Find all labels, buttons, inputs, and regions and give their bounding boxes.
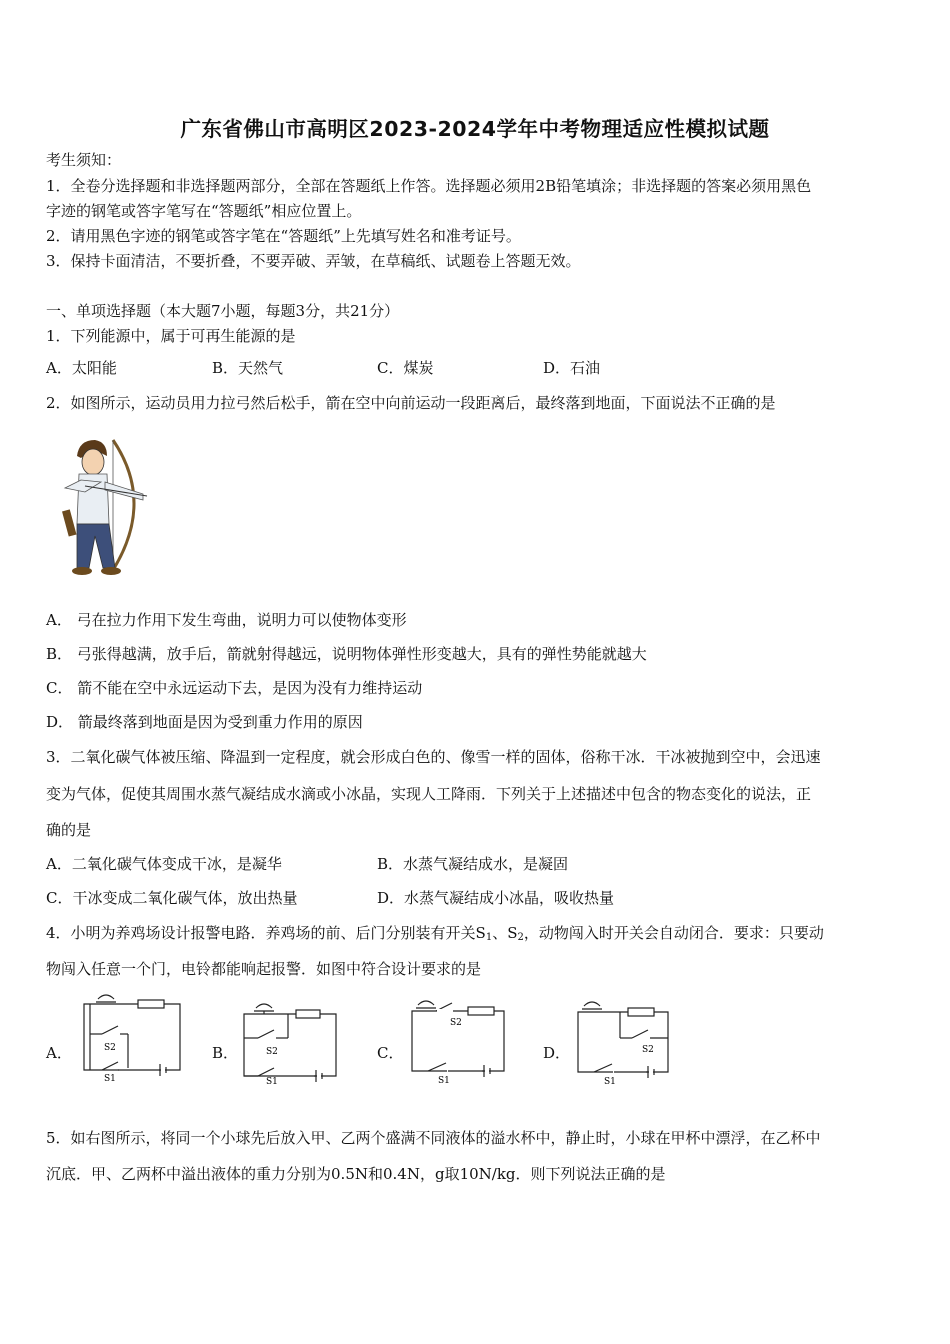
circuit-diagram-b xyxy=(240,998,340,1084)
question-5-line: 沉底．甲、乙两杯中溢出液体的重力分别为0.5N和0.4N，g取10N/kg．则下列说法正确的是 xyxy=(46,1165,666,1183)
q1-option-c: C．煤炭 xyxy=(377,359,434,377)
notice-line: 字迹的钢笔或答字笔写在“答题纸”相应位置上。 xyxy=(46,202,362,220)
circuit-diagram-d xyxy=(572,994,672,1084)
circuit-c-s1-label: S1 xyxy=(438,1076,450,1085)
circuit-d-s1-label: S1 xyxy=(604,1077,616,1084)
q2-option-d: D． 箭最终落到地面是因为受到重力作用的原因 xyxy=(46,713,363,731)
notice-heading: 考生须知： xyxy=(46,151,122,169)
q1-option-d: D．石油 xyxy=(543,359,601,377)
circuit-d-s2-label: S2 xyxy=(642,1045,654,1055)
question-3-line: 变为气体，促使其周围水蒸气凝结成水滴或小冰晶，实现人工降雨．下列关于上述描述中包含的物态变化的说法，正 xyxy=(46,785,812,803)
q1-option-a: A．太阳能 xyxy=(46,359,117,377)
q3-option-b: B．水蒸气凝结成水，是凝固 xyxy=(377,855,569,873)
q2-option-b: B． 弓张得越满，放手后，箭就射得越远，说明物体弹性形变越大，具有的弹性势能就越大 xyxy=(46,645,647,663)
q2-option-a: A． 弓在拉力作用下发生弯曲，说明力可以使物体变形 xyxy=(46,611,407,629)
question-3-line: 3．二氧化碳气体被压缩、降温到一定程度，就会形成白色的、像雪一样的固体，俗称干冰．干冰被抛到空中，会迅速 xyxy=(46,748,821,766)
section-heading: 一、单项选择题（本大题7小题，每题3分，共21分） xyxy=(46,302,400,320)
q3-option-d: D．水蒸气凝结成小冰晶，吸收热量 xyxy=(377,889,615,907)
circuit-diagram-a xyxy=(76,990,186,1082)
question-2-stem: 2．如图所示，运动员用力拉弓然后松手，箭在空中向前运动一段距离后，最终落到地面，下面说法不正确的是 xyxy=(46,394,776,412)
question-4-line: 物闯入任意一个门，电铃都能响起报警．如图中符合设计要求的是 xyxy=(46,960,482,978)
q4-option-a-label: A． xyxy=(46,1044,72,1062)
circuit-c-s2-label: S2 xyxy=(450,1018,462,1028)
q3-option-a: A．二氧化碳气体变成干冰，是凝华 xyxy=(46,855,282,873)
q4-option-d-label: D． xyxy=(543,1044,571,1062)
archer-illustration xyxy=(55,432,150,580)
q4-option-c-label: C． xyxy=(377,1044,404,1062)
notice-line: 3．保持卡面清洁，不要折叠，不要弄破、弄皱，在草稿纸、试题卷上答题无效。 xyxy=(46,252,581,270)
circuit-b-s1-label: S1 xyxy=(266,1077,278,1084)
question-5-line: 5．如右图所示，将同一个小球先后放入甲、乙两个盛满不同液体的溢水杯中，静止时，小球在甲杯中漂浮，在乙杯中 xyxy=(46,1129,821,1147)
notice-line: 1．全卷分选择题和非选择题两部分，全部在答题纸上作答。选择题必须用2B铅笔填涂；非选择题的答案必须用黑色 xyxy=(46,177,812,195)
circuit-diagram-c xyxy=(408,995,508,1085)
question-4-line: 4．小明为养鸡场设计报警电路．养鸡场的前、后门分别装有开关$S_1$、$S_2$，动物闯入时开关会自动闭合．要求：只要动 xyxy=(46,924,824,943)
q1-option-b: B．天然气 xyxy=(212,359,284,377)
q3-option-c: C．干冰变成二氧化碳气体，放出热量 xyxy=(46,889,298,907)
circuit-a-s1-label: S1 xyxy=(104,1074,116,1082)
circuit-b-s2-label: S2 xyxy=(266,1047,278,1057)
circuit-a-s2-label: S2 xyxy=(104,1043,116,1053)
q4-option-b-label: B． xyxy=(212,1044,239,1062)
q2-option-c: C． 箭不能在空中永远运动下去，是因为没有力维持运动 xyxy=(46,679,423,697)
notice-line: 2．请用黑色字迹的钢笔或答字笔在“答题纸”上先填写姓名和准考证号。 xyxy=(46,227,521,245)
question-1-stem: 1．下列能源中，属于可再生能源的是 xyxy=(46,327,296,345)
page-title: 广东省佛山市高明区2023-2024学年中考物理适应性模拟试题 xyxy=(180,117,770,141)
question-3-line: 确的是 xyxy=(46,821,92,839)
